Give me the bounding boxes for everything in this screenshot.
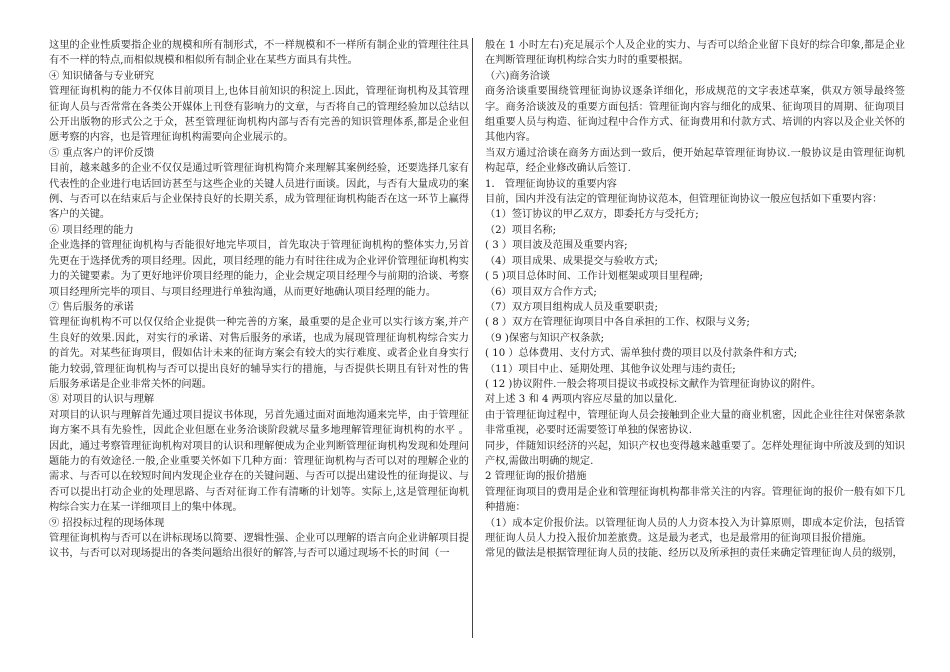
section-heading: ④ 知识储备与专业研究 — [49, 70, 155, 82]
list-item: （7）双方项目组构成人员及重要职责; — [485, 301, 658, 313]
left-column — [49, 38, 469, 562]
paragraph: 由于管理征询过程中，管理征询人员会接触到企业大量的商业机密，因此企业往往对保密条款非常重视，必要时还需要签订单独的保密协议. — [485, 409, 905, 437]
paragraph: 企业选择的管理征询机构与否能很好地完毕项目，首先取决于管理征询机构的整体实力,另首先更在于选择优秀的项目经理。因此，项目经理的能力有时往往成为企业评价管理征询机构实力的关键要素。为了更好地评价项目经理的能力，企业会规定项目经理今与前期的洽谈、考察项目经理所完毕的项目、与项目经理进行单独沟通，从而更好地确认项目经理的能力。 — [49, 240, 469, 298]
list-item: （11）项目中止、延期处理、其他争议处理与违约责任; — [485, 363, 736, 375]
column-divider — [472, 38, 473, 638]
section-heading: ⑤ 重点客户的评价反馈 — [49, 147, 155, 159]
section-heading: 2 管理征询的报价措施 — [485, 471, 587, 483]
paragraph: 商务洽谈重要围绕管理征询协议逐条详细化，形成规范的文字表述草案，供双方领导最终签字。商务洽谈波及的重要方面包括：管理征询内容与细化的成果、征询项目的周期、征询项目组重要人员与构造、征询过程中合作方式、征询费用和付款方式、培训的内容以及企业关怀的其他内容。 — [485, 86, 905, 144]
paragraph: 常见的做法是根据管理征询人员的技能、经历以及所承担的责任来确定管理征询人员的级别， — [485, 548, 903, 560]
list-item: （9 )保密与知识产权条款; — [485, 332, 605, 344]
paragraph: 管理征询机构的能力不仅体目前项目上,也体目前知识的积淀上.因此，管理征询机构及其管理征询人员与否常常在各类公开媒体上刊登有影响力的文章，与否将自己的管理经验加以总结以公开出版物的形式公之于众，甚至管理征询机构内部与否有完善的知识管理体系,都是企业但愿考察的内容，也是管理征询机构需要向企业展示的。 — [49, 86, 469, 144]
section-heading: ⑨ 招投标过程的现场体现 — [49, 517, 165, 529]
list-item: （6）项目双方合作方式; — [485, 286, 597, 298]
paragraph: 管理征询机构不可以仅仅给企业提供一种完善的方案，最重要的是企业可以实行该方案,并产生良好的效果.因此，对实行的承诺、对售后服务的承诺，也成为展现管理征询机构综合实力的首先。对某些征询项目，假如估计未来的征询方案会有较大的实行难度、或者企业自身实行能力较弱,管理征询机构与否可以提出良好的辅导实行的措施，与否提供长期且有针对性的售后服务承诺是企业非常关怀的问题。 — [49, 317, 469, 390]
paragraph: （1）成本定价报价法。以管理征询人员的人力资本投入为计算原则，即成本定价法，包括管理征询人员人力投入报价加差旅费。这是最为老式，也是最常用的征询项目报价措施。 — [485, 517, 905, 544]
list-item: （4）项目成果、成果提交与验收方式; — [485, 255, 658, 267]
list-item: ( 5 )项目总体时间、工作计划框架或项目里程碑; — [485, 271, 703, 283]
section-heading: ⑧ 对项目的认识与理解 — [49, 394, 155, 406]
list-item: ( 10 ）总体费用、支付方式、需单独付费的项目以及付款条件和方式; — [485, 348, 798, 360]
paragraph: 当双方通过洽谈在商务方面达到一致后，便开始起草管理征询协议.一般协议是由管理征询机构起草，经企业修改确认后签订. — [485, 147, 905, 175]
list-item: ( 8 ）双方在管理征询项目中各自承担的工作、权限与义务; — [485, 317, 750, 329]
right-column — [485, 38, 905, 562]
paragraph: 对上述 3 和 4 两项内容应尽量的加以量化. — [485, 394, 678, 406]
paragraph: 管理征询项目的费用是企业和管理征询机构都非常关注的内容。管理征询的报价一般有如下几种措施： — [485, 486, 905, 514]
section-heading: ⑥ 项目经理的能力 — [49, 224, 134, 236]
list-item: ( 3 ）项目波及范围及重要内容; — [485, 240, 628, 252]
paragraph: 目前，国内并没有法定的管理征询协议范本，但管理征询协议一般应包括如下重要内容： — [485, 194, 883, 206]
paragraph: 这里的企业性质要指企业的规模和所有制形式，不一样规模和不一样所有制企业的管理往往具有不一样的特点,而相似规模和相似所有制企业在某些方面具有共性。 — [49, 40, 469, 67]
paragraph: 般在 1 小时左右)充足展示个人及企业的实力、与否可以给企业留下良好的综合印象,都是企业在判断管理征询机构综合实力时的重要根据。 — [485, 40, 905, 67]
list-item: （1）签订协议的甲乙双方，即委托方与受托方; — [485, 209, 699, 221]
section-heading: （六)商务洽谈 — [485, 70, 551, 82]
paragraph: 管理征询机构与否可以在讲标现场以简要、逻辑性强、企业可以理解的语言向企业讲解项目提议书，与否可以对现场提出的各类问题给出很好的解答,与否可以通过现场不长的时间（一 — [49, 533, 469, 560]
paragraph: 同步，伴随知识经济的兴起，知识产权也变得越来越重要了。怎样处理征询中所波及到的知识产权,需做出明确的规定. — [485, 440, 905, 467]
section-heading: 1． 管理征询协议的重要内容 — [485, 178, 617, 190]
list-item: （2）项目名称; — [485, 224, 557, 236]
list-item: ( 12 )协议附件.一般会将项目提议书或投标文献作为管理征询协议的附件。 — [485, 378, 822, 390]
paragraph: 对项目的认识与理解首先通过项目提议书体现，另首先通过面对面地沟通来完毕，由于管理征询方案不具有先验性，因此企业但愿在业务洽谈阶段就尽量多地理解管理征询机构的水平 。因此，通过考察管理征询机构对项目的认识和理解便成为企业判断管理征询机构发现和处理问题能力的有效途径.一般,企业重要关怀如下几种方面：管理征询机构与否可以对的理解企业的需求、与否可以在较短时间内发现企业存在的关键问题、与否可以提出建设性的征询提议、与否可以提出打动企业的处理思路、与否对征询工作有清晰的计划等。实际上,这是管理征询机构综合实力在某一详细项目上的集中体现。 — [49, 409, 469, 514]
paragraph: 目前，越来越多的企业不仅仅是通过听管理征询机构简介来理解其案例经验，还要选择几家有代表性的企业进行电话回访甚至与这些企业的关键人员进行面谈。因此，与否有大量成功的案例、与否可以在结束后与企业保持良好的长期关系，成为管理征询机构能否在这一环节上赢得客户的关键。 — [49, 163, 469, 221]
section-heading: ⑦ 售后服务的承诺 — [49, 301, 134, 313]
